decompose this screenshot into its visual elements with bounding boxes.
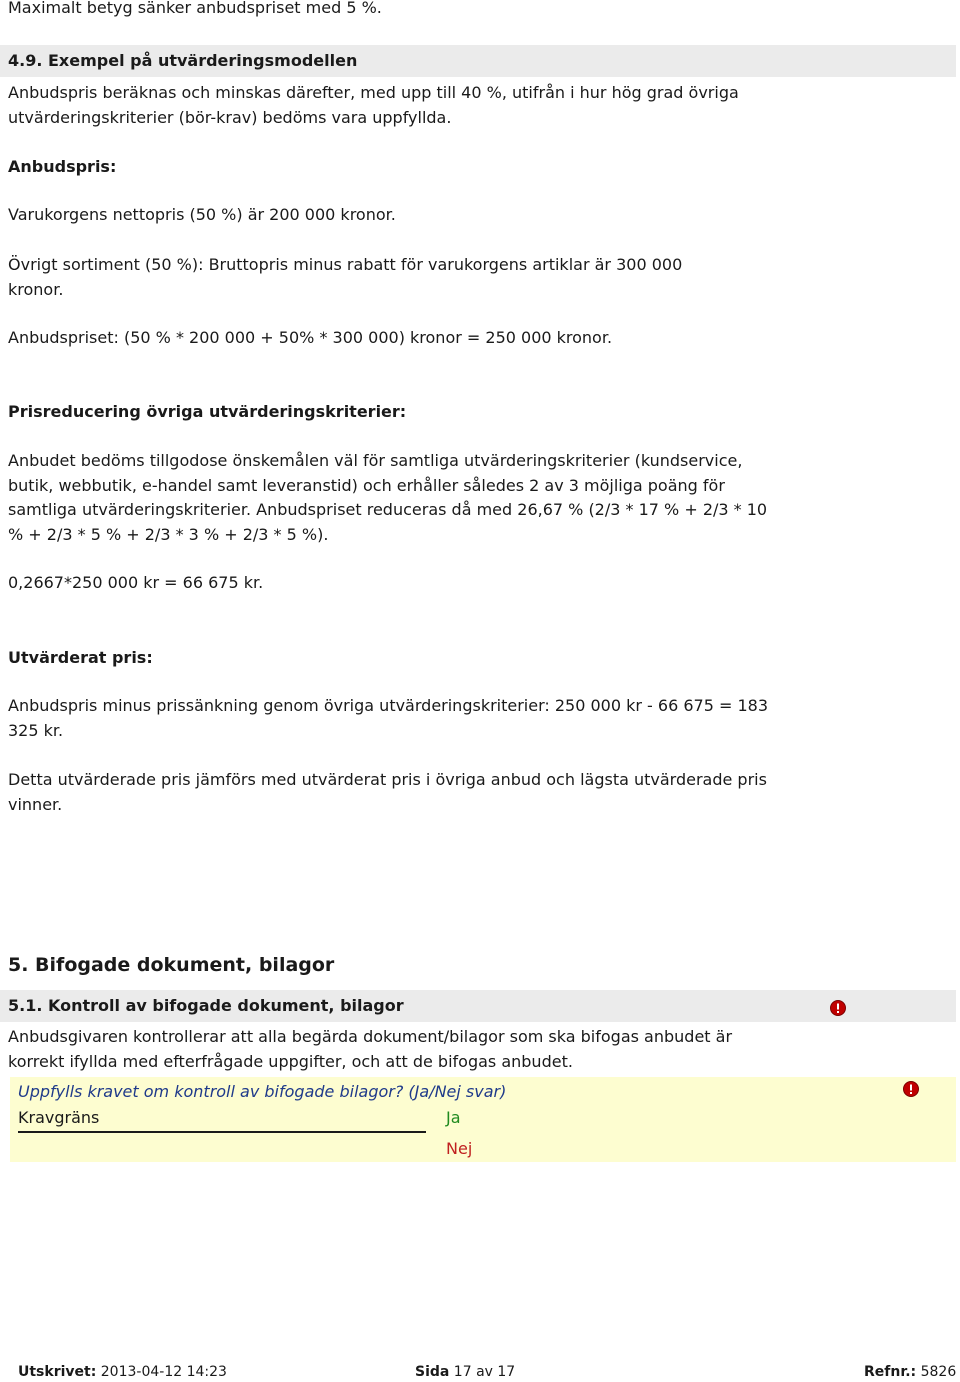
- question-box: [10, 1077, 956, 1162]
- question-text: Uppfylls kravet om kontroll av bifogade bilagor? (Ja/Nej svar): [18, 1082, 507, 1101]
- utvarderat-paragraph: Anbudspris minus prissänkning genom övriga utvärderingskriterier: 250 000 kr - 66 675 = 183 325 kr.: [8, 696, 768, 740]
- intro-paragraph: Anbudspris beräknas och minskas därefter, med upp till 40 %, utifrån i hur hög grad övriga utvärderingskriterier (bör-krav) bedöms vara uppfyllda.: [8, 83, 739, 127]
- footer-refnr: [864, 1364, 956, 1380]
- prisreducering-label: Prisreducering övriga utvärderingskriterier:: [8, 402, 407, 421]
- section-heading-4-9: 4.9. Exempel på utvärderingsmodellen: [0, 45, 956, 77]
- footer-page: [415, 1364, 515, 1380]
- section-heading-5-1: 5.1. Kontroll av bifogade dokument, bilagor: [0, 990, 956, 1022]
- footer-printed-value: 2013-04-12 14:23: [96, 1364, 227, 1380]
- varukorg-paragraph: Varukorgens nettopris (50 %) är 200 000 kronor.: [8, 205, 396, 224]
- footer-refnr-value: 5826: [916, 1364, 957, 1380]
- anbudet-bedoms-paragraph: Anbudet bedöms tillgodose önskemålen väl för samtliga utvärderingskriterier (kundservice, butik, webbutik, e-handel samt leveranstid) och erhåller således 2 av 3 möjliga poäng för samtliga utvärderingskriterier. Anbudspriset reduceras då med 26,67 % (2/3 * 17 % + 2/3 * 10 % + 2/3 * 5 % + 2/3 * 3 % + 2/3 * 5 %).: [8, 451, 768, 544]
- top-fragment-text: Maximalt betyg sänker anbudspriset med 5 %.: [8, 0, 382, 17]
- utvarderat-label: Utvärderat pris:: [8, 648, 153, 667]
- alert-icon: [903, 1081, 919, 1097]
- footer-printed: [18, 1364, 227, 1380]
- detta-paragraph: Detta utvärderade pris jämförs med utvärderat pris i övriga anbud och lägsta utvärderade pris vinner.: [8, 770, 767, 814]
- anbudspriset-paragraph: Anbudspriset: (50 % * 200 000 + 50% * 300 000) kronor = 250 000 kronor.: [8, 328, 613, 347]
- section-heading-5: 5. Bifogade dokument, bilagor: [8, 954, 335, 976]
- bilagor-description: Anbudsgivaren kontrollerar att alla begärda dokument/bilagor som ska bifogas anbudet är korrekt ifyllda med efterfrågade uppgifter, och att de bifogas anbudet.: [8, 1027, 733, 1071]
- footer-page-value: 17 av 17: [449, 1364, 516, 1380]
- footer-page-label: Sida: [415, 1364, 450, 1380]
- calc-paragraph: 0,2667*250 000 kr = 66 675 kr.: [8, 573, 264, 592]
- ovrigt-paragraph: Övrigt sortiment (50 %): Bruttopris minus rabatt för varukorgens artiklar är 300 000 kronor.: [8, 255, 683, 299]
- footer-refnr-label: Refnr.:: [864, 1364, 917, 1380]
- kravgrans-underline: [18, 1131, 426, 1133]
- anbudspris-label: Anbudspris:: [8, 157, 117, 176]
- kravgrans-label: Kravgräns: [18, 1108, 100, 1127]
- alert-icon: [830, 1000, 846, 1016]
- option-ja[interactable]: Ja: [446, 1108, 461, 1127]
- option-nej[interactable]: Nej: [446, 1139, 473, 1158]
- footer-printed-label: Utskrivet:: [18, 1364, 97, 1380]
